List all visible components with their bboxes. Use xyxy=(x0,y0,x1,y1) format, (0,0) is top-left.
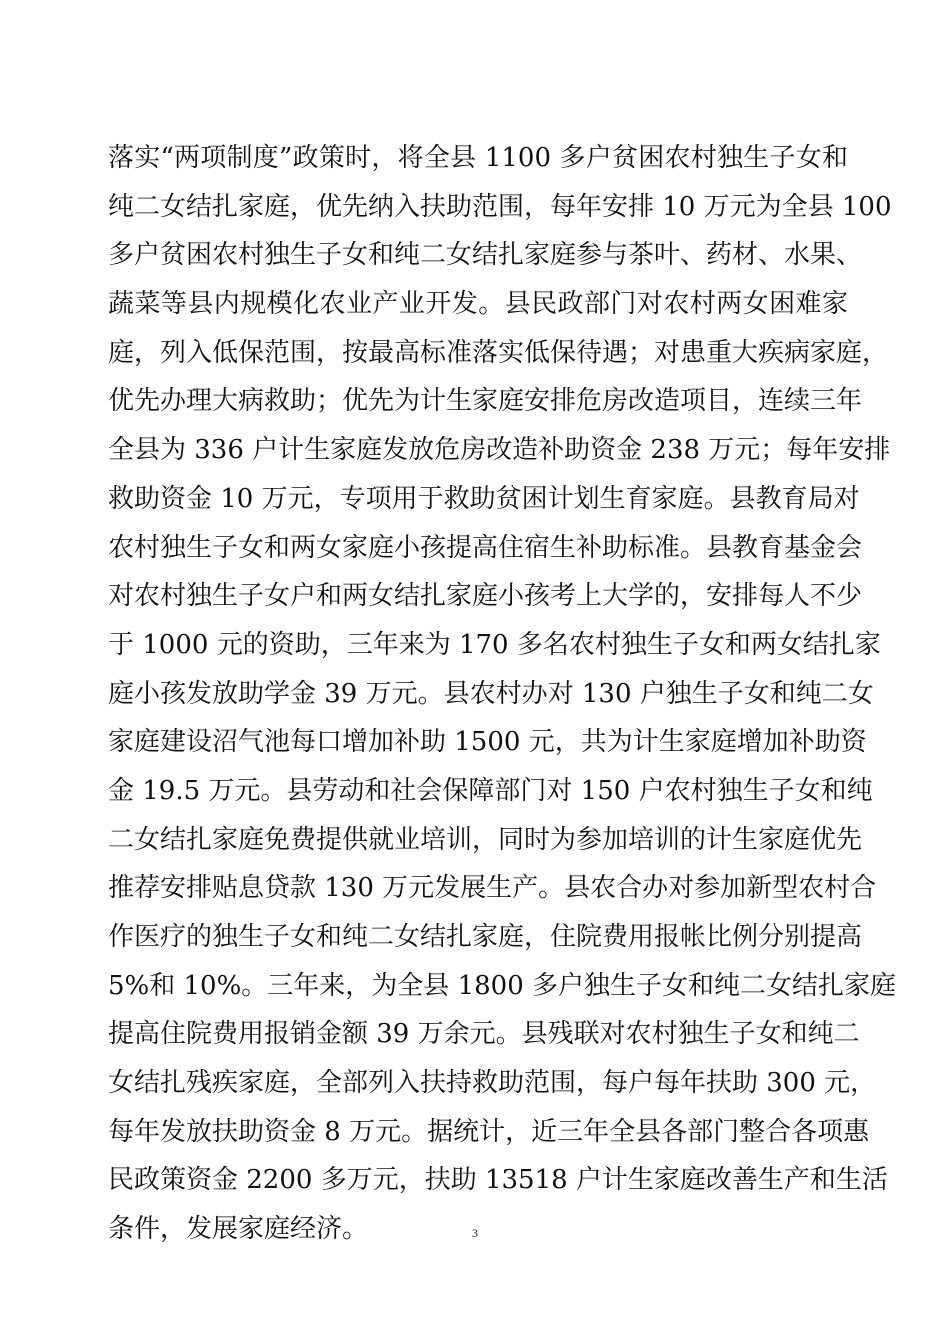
text-line: 推荐安排贴息贷款 130 万元发展生产。县农合办对参加新型农村合 xyxy=(108,873,877,904)
text-line: 家庭建设沼气池每口增加补助 1500 元，共为计生家庭增加补助资 xyxy=(108,727,867,758)
text-line: 优先办理大病救助；优先为计生家庭安排危房改造项目，连续三年 xyxy=(108,386,863,417)
text-line: 每年发放扶助资金 8 万元。据统计，近三年全县各部门整合各项惠 xyxy=(108,1116,870,1147)
page-number: 3 xyxy=(472,1226,478,1240)
text-line: 金 19.5 万元。县劳动和社会保障部门对 150 户农村独生子女和纯 xyxy=(108,775,873,806)
text-line-last: 条件，发展家庭经济。 xyxy=(108,1214,369,1245)
text-line: 庭，列入低保范围，按最高标准落实低保待遇；对患重大疾病家庭， xyxy=(108,337,889,368)
text-line: 提高住院费用报销金额 39 万余元。县残联对农村独生子女和纯二 xyxy=(108,1019,860,1050)
text-line: 纯二女结扎家庭，优先纳入扶助范围，每年安排 10 万元为全县 100 xyxy=(108,191,892,222)
text-line: 救助资金 10 万元，专项用于救助贫困计划生育家庭。县教育局对 xyxy=(108,483,860,514)
text-line: 二女结扎家庭免费提供就业培训，同时为参加培训的计生家庭优先 xyxy=(108,824,863,855)
text-line: 全县为 336 户计生家庭发放危房改造补助资金 238 万元；每年安排 xyxy=(108,435,891,466)
text-line: 5%和 10%。三年来，为全县 1800 多户独生子女和纯二女结扎家庭 xyxy=(108,970,896,1001)
text-line: 作医疗的独生子女和纯二女结扎家庭，住院费用报帐比例分别提高 xyxy=(108,922,863,952)
text-line: 于 1000 元的资助，三年来为 170 多名农村独生子女和两女结扎家 xyxy=(108,629,881,660)
text-line: 民政策资金 2200 多万元，扶助 13518 户计生家庭改善生产和生活 xyxy=(108,1165,888,1196)
text-line: 农村独生子女和两女家庭小孩提高住宿生补助标准。县教育基金会 xyxy=(108,532,863,563)
text-line: 对农村独生子女户和两女结扎家庭小孩考上大学的，安排每人不少 xyxy=(108,581,863,612)
text-line: 庭小孩发放助学金 39 万元。县农村办对 130 户独生子女和纯二女 xyxy=(108,678,874,709)
body-paragraph xyxy=(108,134,896,1254)
text-line: 蔬菜等县内规模化农业产业开发。县民政部门对农村两女困难家 xyxy=(108,289,848,320)
text-line: 落实“两项制度”政策时，将全县 1100 多户贫困农村独生子女和 xyxy=(108,143,848,173)
text-line: 女结扎残疾家庭，全部列入扶持救助范围，每户每年扶助 300 元， xyxy=(108,1068,877,1099)
text-line: 多户贫困农村独生子女和纯二女结扎家庭参与茶叶、药材、水果、 xyxy=(108,240,863,271)
